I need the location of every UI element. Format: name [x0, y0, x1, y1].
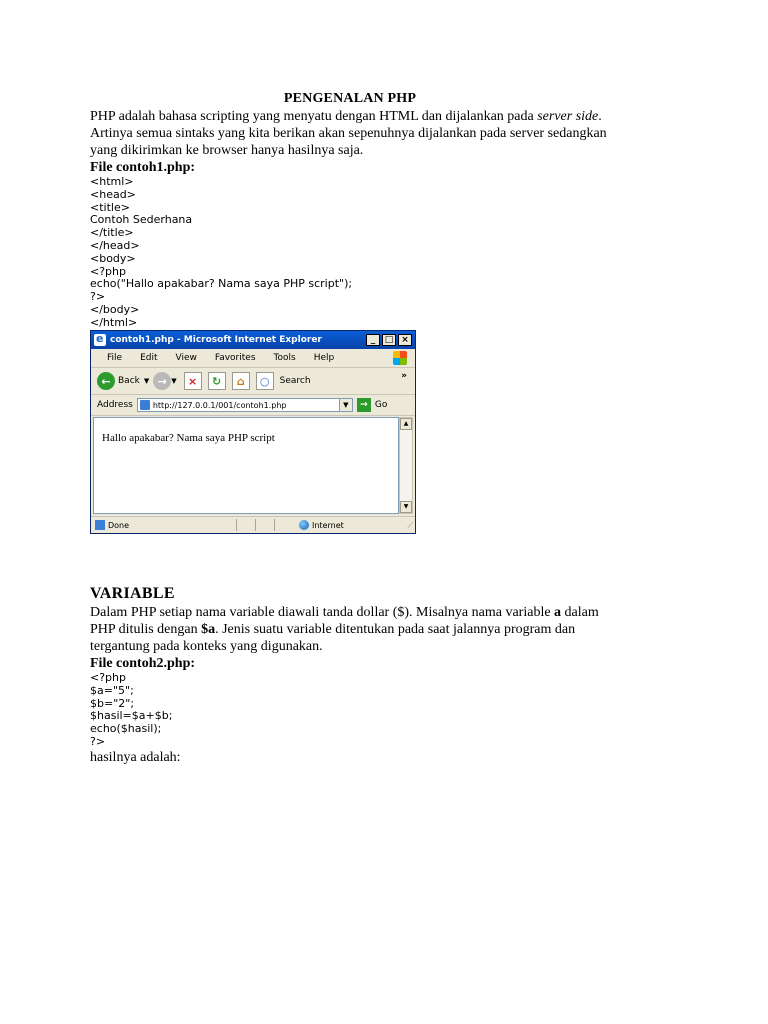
document-bottom — [90, 584, 610, 766]
menu-bar — [91, 349, 415, 368]
home-icon[interactable]: ⌂ — [232, 372, 250, 390]
search-label[interactable]: Search — [279, 376, 311, 386]
code-block-contoh1: <html> <head> <title> Contoh Sederhana </title> </head> <body> <?php echo("Hallo apakabar? Nama saya PHP script"); ?> </body> </html> — [90, 175, 353, 329]
go-arrow-icon[interactable]: → — [357, 398, 371, 412]
vertical-scrollbar[interactable] — [399, 417, 413, 514]
address-value: http://127.0.0.1/001/contoh1.php — [152, 400, 287, 410]
intro-italic: server side — [537, 109, 599, 124]
close-icon[interactable]: × — [398, 334, 412, 346]
status-text: Done — [108, 520, 130, 530]
back-label[interactable]: Back — [118, 376, 140, 386]
ie-window-screenshot — [90, 330, 416, 534]
globe-icon — [299, 520, 309, 530]
intro-text-1: PHP adalah bahasa scripting yang menyatu dengan HTML dan dijalankan pada — [90, 109, 538, 124]
status-bar — [91, 516, 415, 533]
variable-text-2: dalam PHP ditulis dengan — [90, 605, 599, 637]
address-input[interactable] — [137, 398, 353, 412]
content-text: Hallo apakabar? Nama saya PHP script — [102, 432, 275, 444]
toolbar — [91, 368, 415, 395]
menu-view[interactable]: View — [175, 353, 197, 363]
intro-text-2: . Artinya semua sintaks yang kita berikan akan sepenuhnya dijalankan pada server sedangkan yang dikirimkan ke browser hanya hasilnya saja. — [90, 109, 607, 158]
menu-edit[interactable]: Edit — [140, 353, 158, 363]
forward-arrow-icon[interactable]: → — [153, 372, 171, 390]
windows-logo-icon — [393, 351, 407, 365]
status-cell — [274, 519, 293, 531]
window-title: contoh1.php - Microsoft Internet Explorer — [110, 335, 322, 345]
window-titlebar — [91, 331, 415, 349]
variable-paragraph — [90, 604, 610, 655]
chevron-down-icon[interactable]: ▼ — [143, 377, 150, 385]
file-heading-contoh1: File contoh1.php: — [90, 160, 196, 175]
menu-help[interactable]: Help — [313, 353, 335, 363]
section-title-variable: VARIABLE — [90, 585, 175, 602]
address-label: Address — [97, 400, 133, 410]
code-block-contoh2: <?php $a="5"; $b="2"; $hasil=$a+$b; echo($hasil); ?> — [90, 671, 173, 748]
scroll-up-icon[interactable]: ▲ — [400, 418, 412, 430]
ie-icon — [94, 334, 106, 346]
section-title-pengenalan: PENGENALAN PHP — [283, 91, 417, 106]
page-done-icon — [95, 520, 105, 530]
page-icon — [140, 400, 150, 410]
page-content-area — [93, 417, 399, 514]
result-text: hasilnya adalah: — [90, 749, 181, 765]
document-top — [90, 90, 610, 330]
chevron-down-icon[interactable]: ▼ — [171, 377, 177, 385]
zone-text: Internet — [312, 520, 344, 530]
menu-favorites[interactable]: Favorites — [214, 353, 256, 363]
status-cell — [255, 519, 274, 531]
variable-text-3: . Jenis suatu variable ditentukan pada saat jalannya program dan tergantung pada konteks yang digunakan. — [90, 622, 576, 654]
maximize-icon[interactable]: □ — [382, 334, 396, 346]
search-icon[interactable]: ○ — [256, 372, 274, 390]
stop-icon[interactable]: × — [184, 372, 202, 390]
scroll-down-icon[interactable]: ▼ — [400, 501, 412, 513]
minimize-icon[interactable]: _ — [366, 334, 380, 346]
intro-paragraph — [90, 108, 610, 159]
variable-text-1: Dalam PHP setiap nama variable diawali tanda dollar ($). Misalnya nama variable — [90, 605, 555, 620]
file-heading-contoh2: File contoh2.php: — [90, 656, 196, 671]
toolbar-overflow-icon[interactable]: » — [401, 371, 407, 381]
variable-bold-1: a — [554, 605, 562, 620]
address-dropdown-icon[interactable]: ▼ — [339, 399, 352, 411]
back-arrow-icon[interactable]: ← — [97, 372, 115, 390]
status-cell — [236, 519, 255, 531]
refresh-icon[interactable]: ↻ — [208, 372, 226, 390]
menu-tools[interactable]: Tools — [273, 353, 296, 363]
variable-bold-2: $a — [201, 622, 216, 637]
address-bar — [91, 395, 415, 416]
menu-file[interactable]: File — [107, 353, 123, 363]
go-label[interactable]: Go — [374, 400, 388, 410]
resize-grip-icon[interactable]: ⟋ — [407, 521, 413, 530]
zone-indicator — [299, 520, 344, 530]
